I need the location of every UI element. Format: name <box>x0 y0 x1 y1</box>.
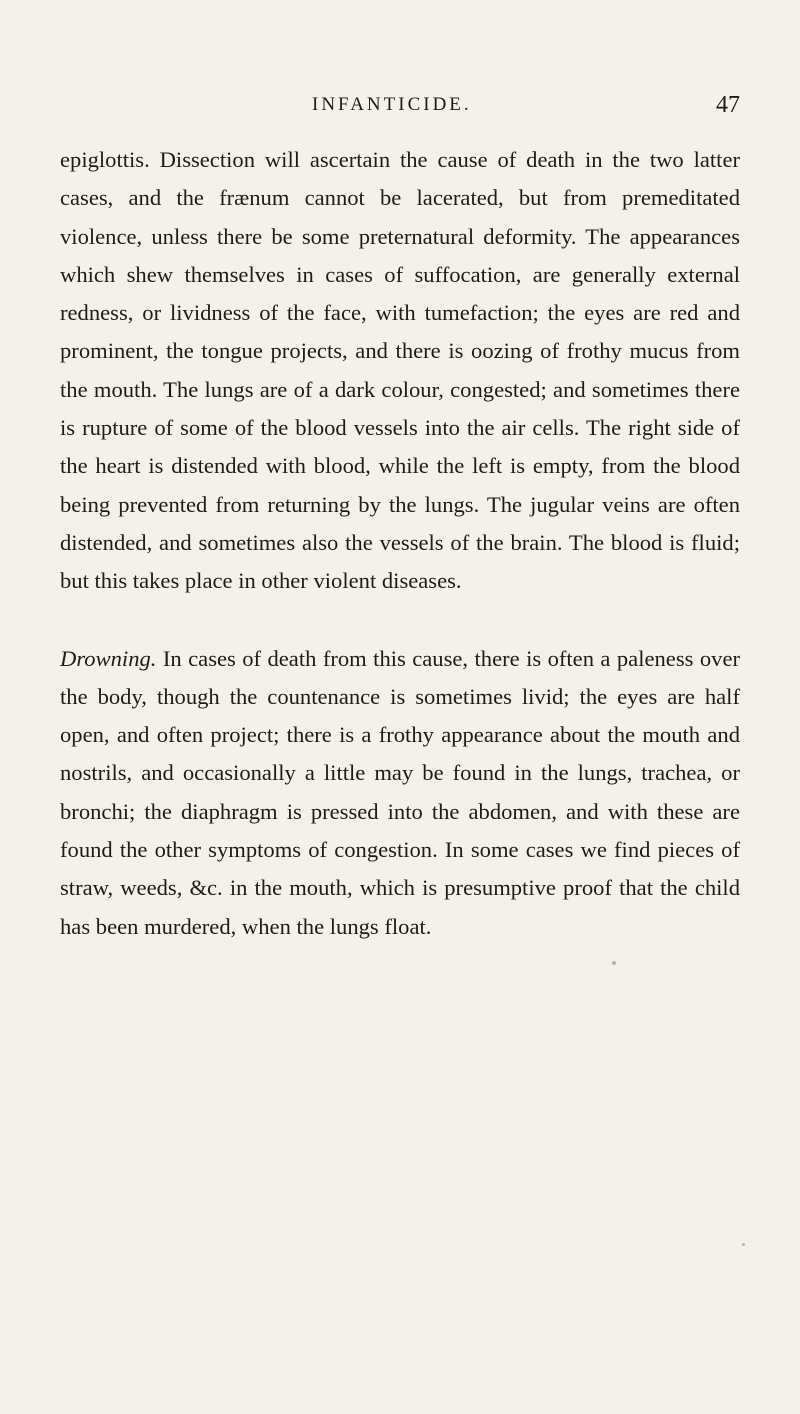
paragraph-text: In cases of death from this cause, there is often a paleness over the body, though the countenance is sometimes livid; the eyes are half open, and often project; there is a frothy appearance about the mouth and nostrils, and occasionally a little may be found in the lungs, trachea, or bronchi; the diaphragm is pressed into the abdomen, and with these are found the other symptoms of congestion. In some cases we find pieces of straw, weeds, &c. in the mouth, which is presumptive proof that the child has been murdered, when the lungs float. <box>60 645 740 939</box>
running-head <box>60 90 740 120</box>
body-text <box>60 141 740 946</box>
paragraph-heading: Drowning. <box>60 645 157 671</box>
paragraph-text: epiglottis. Dissection will ascertain the cause of death in the two latter cases, and the frænum cannot be lacerated, but from premeditated violence, unless there be some preternatural deformity. The appearances which shew themselves in cases of suffocation, are generally external redness, or lividness of the face, with tumefaction; the eyes are red and prominent, the tongue projects, and there is oozing of frothy mucus from the mouth. The lungs are of a dark colour, congested; and sometimes there is rupture of some of the blood vessels into the air cells. The right side of the heart is distended with blood, while the left is empty, from the blood being prevented from returning by the lungs. The jugular veins are often distended, and sometimes also the vessels of the brain. The blood is fluid; but this takes place in other violent diseases. <box>60 147 740 594</box>
paper-speck <box>612 961 616 965</box>
paragraph-drowning <box>60 640 740 946</box>
running-title: INFANTICIDE. <box>312 94 472 115</box>
page-number: 47 <box>716 92 740 118</box>
paragraph-suffocation <box>60 141 740 601</box>
paper-speck <box>742 1243 745 1246</box>
